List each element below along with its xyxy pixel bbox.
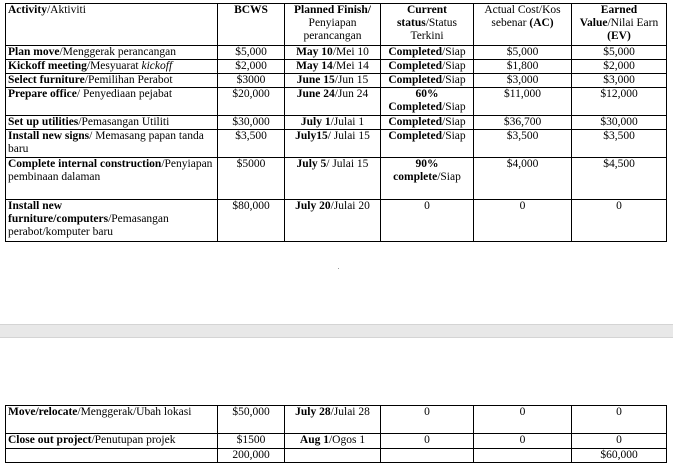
planned-finish-cell: June 15/Jun 15 (285, 74, 381, 88)
actual-cost-cell: $36,700 (474, 116, 572, 130)
activity-cell: Select furniture/Pemilihan Perabot (6, 74, 218, 88)
page-break-gap (0, 324, 673, 338)
actual-cost-cell: $5,000 (474, 46, 572, 60)
table-row (6, 200, 667, 242)
status-cell: 0 (381, 434, 474, 449)
progress-table-top (5, 3, 667, 242)
planned-finish-cell: May 14/Mei 14 (285, 60, 381, 74)
activity-cell: Install new furniture/computers/Pemasangan perabot/komputer baru (6, 200, 218, 242)
planned-finish-cell: July 28/Julai 28 (285, 406, 381, 434)
actual-cost-cell: 0 (474, 434, 572, 449)
header-planned-finish: Planned Finish/ Penyiapan perancangan (285, 4, 381, 46)
activity-cell: Move/relocate/Menggerak/Ubah lokasi (6, 406, 218, 434)
status-cell: 0 (381, 406, 474, 434)
stray-dot (338, 268, 339, 269)
totals-empty-cell (474, 449, 572, 463)
earned-value-cell: $3,000 (572, 74, 667, 88)
status-cell: Completed/Siap (381, 74, 474, 88)
earned-value-cell: $30,000 (572, 116, 667, 130)
planned-finish-cell: July 1/Julai 1 (285, 116, 381, 130)
table-row (6, 406, 667, 434)
activity-cell: Set up utilities/Pemasangan Utiliti (6, 116, 218, 130)
activity-cell: Prepare office/ Penyediaan pejabat (6, 88, 218, 116)
bcws-cell: $20,000 (218, 88, 285, 116)
header-bcws: BCWS (218, 4, 285, 46)
header-current-status: Current status/Status Terkini (381, 4, 474, 46)
header-earned-value: Earned Value/Nilai Earn (EV) (572, 4, 667, 46)
earned-value-cell: $5,000 (572, 46, 667, 60)
actual-cost-cell: $4,000 (474, 158, 572, 200)
totals-empty-cell (285, 449, 381, 463)
status-cell: 90% complete/Siap (381, 158, 474, 200)
table-row (6, 434, 667, 449)
progress-table-bottom (5, 405, 667, 463)
table-row (6, 130, 667, 158)
planned-finish-cell: May 10/Mei 10 (285, 46, 381, 60)
actual-cost-cell: 0 (474, 406, 572, 434)
activity-cell: Close out project/Penutupan projek (6, 434, 218, 449)
earned-value-cell: 0 (572, 406, 667, 434)
activity-cell: Install new signs/ Memasang papan tanda baru (6, 130, 218, 158)
planned-finish-cell: Aug 1/Ogos 1 (285, 434, 381, 449)
planned-finish-cell: July 5/ Julai 15 (285, 158, 381, 200)
table-row (6, 74, 667, 88)
earned-value-cell: $3,500 (572, 130, 667, 158)
earned-value-cell: $12,000 (572, 88, 667, 116)
table-row (6, 158, 667, 200)
header-row (6, 4, 667, 46)
bcws-cell: $30,000 (218, 116, 285, 130)
earned-value-cell: $4,500 (572, 158, 667, 200)
status-cell: 0 (381, 200, 474, 242)
totals-label-cell (6, 449, 218, 463)
bcws-cell: $3,500 (218, 130, 285, 158)
actual-cost-cell: $3,500 (474, 130, 572, 158)
bcws-cell: $5,000 (218, 46, 285, 60)
activity-cell: Kickoff meeting/Mesyuarat kickoff (6, 60, 218, 74)
bcws-cell: $2,000 (218, 60, 285, 74)
bcws-cell: $5000 (218, 158, 285, 200)
actual-cost-cell: $3,000 (474, 74, 572, 88)
earned-value-cell: 0 (572, 434, 667, 449)
table-row (6, 88, 667, 116)
table-row (6, 60, 667, 74)
planned-finish-cell: July 20/Julai 20 (285, 200, 381, 242)
status-cell: 60% Completed/Siap (381, 88, 474, 116)
status-cell: Completed/Siap (381, 116, 474, 130)
bcws-cell: $1500 (218, 434, 285, 449)
actual-cost-cell: 0 (474, 200, 572, 242)
bcws-cell: $50,000 (218, 406, 285, 434)
earned-value-cell: $2,000 (572, 60, 667, 74)
total-earned-value-cell: $60,000 (572, 449, 667, 463)
actual-cost-cell: $1,800 (474, 60, 572, 74)
header-actual-cost: Actual Cost/Kos sebenar (AC) (474, 4, 572, 46)
header-activity: Activity/Aktiviti (6, 4, 218, 46)
status-cell: Completed/Siap (381, 60, 474, 74)
planned-finish-cell: July15/ Julai 15 (285, 130, 381, 158)
actual-cost-cell: $11,000 (474, 88, 572, 116)
total-bcws-cell: 200,000 (218, 449, 285, 463)
status-cell: Completed/Siap (381, 46, 474, 60)
table-row (6, 46, 667, 60)
activity-cell: Complete internal construction/Penyiapan pembinaan dalaman (6, 158, 218, 200)
planned-finish-cell: June 24/Jun 24 (285, 88, 381, 116)
bcws-cell: $80,000 (218, 200, 285, 242)
activity-cell: Plan move/Menggerak perancangan (6, 46, 218, 60)
bcws-cell: $3000 (218, 74, 285, 88)
totals-row (6, 449, 667, 463)
earned-value-cell: 0 (572, 200, 667, 242)
table-row (6, 116, 667, 130)
status-cell: Completed/Siap (381, 130, 474, 158)
totals-empty-cell (381, 449, 474, 463)
